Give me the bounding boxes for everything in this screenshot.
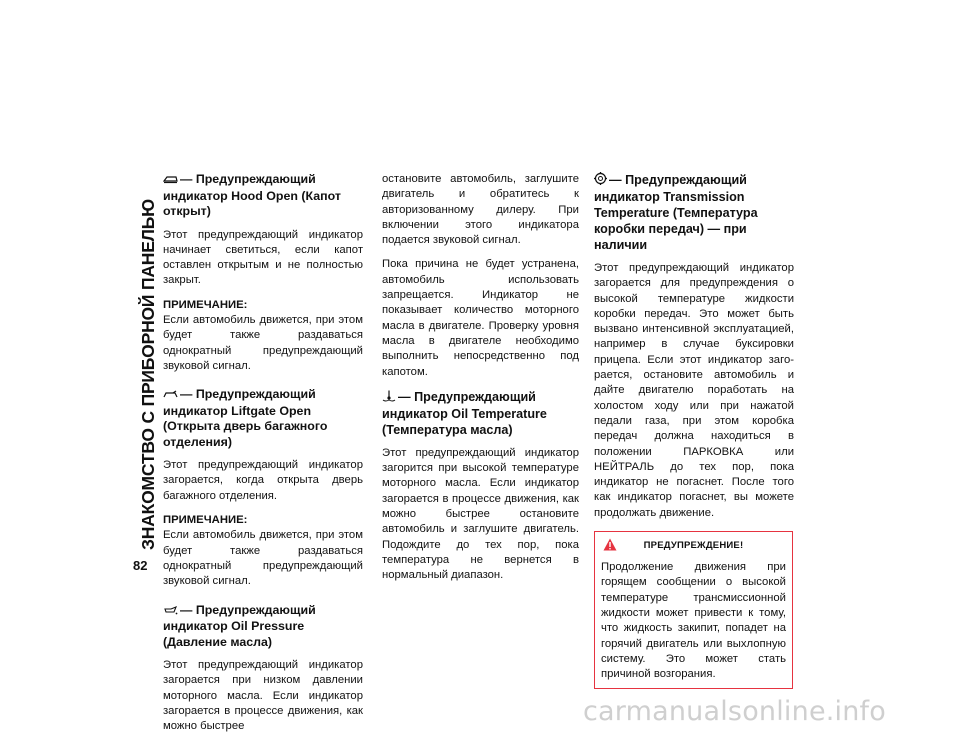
section-title-text: ЗНАКОМСТВО С ПРИБОРНОЙ ПАНЕЛЬЮ	[137, 198, 158, 550]
page-number: 82	[133, 558, 148, 573]
liftgate-note-title: ПРИМЕЧАНИЕ:	[163, 514, 248, 527]
transmission-temperature-text: Этот предупреждающий индикатор загорается для предупреждения о высокой температуре жидкости коробки передач. Это может быть вызвано интенсивной эксплуатацией, например в случае буксировки прицепа. Если этот индикатор загорается, остановите автомобиль и дайте двигателю поработать на холостом ходу или при нажатой педали газа, при этом коробка передач должна находиться в положении ПАРКОВКА или НЕЙТРАЛЬ до тех пор, пока индикатор не погаснет. После того как индикатор погаснет, вы можете продолжать движение.	[594, 262, 794, 519]
transmission-temperature-icon	[594, 172, 607, 189]
oil-level-text: Пока причина не будет устранена, автомобиль использовать запрещается. Индикатор не показывает количество моторного масла в двигателе. Проверку уровня масла в двигателе необходимо выполнить непосредственно под капотом.	[382, 258, 579, 378]
watermark: carmanualsonline.info	[583, 696, 886, 727]
hood-open-icon	[163, 173, 178, 189]
warning-box	[594, 531, 793, 689]
column-1	[163, 172, 363, 742]
warning-text: Продолжение движения при горящем сообщении о высокой температуре трансмиссионной жидкости может привести к тому, что жидкость закипит, попадет на горячий двигатель или выхлопную систему. Это может стать причиной возгорания.	[601, 561, 786, 681]
oil-temperature-text: Этот предупреждающий индикатор загорится при высокой температуре моторного масла. Если индикатор загорается в процессе движения, как можно быстрее остановите автомобиль и заглушите двигатель. Подождите до тех пор, пока температура не вернется в нормальный диапазон.	[382, 446, 579, 582]
section-title-vertical	[134, 168, 162, 580]
column-3	[594, 172, 794, 689]
oil-pressure-heading: — Предупреждающий индикатор Oil Pressure (Давление масла)	[163, 602, 316, 649]
liftgate-open-heading: — Предупреждающий индикатор Liftgate Open (Открыта дверь багажного отделения)	[163, 387, 328, 449]
oil-temperature-heading: — Предупреждающий индикатор Oil Temperature (Температура масла)	[382, 389, 547, 437]
hood-note-text: Если автомобиль движется, при этом будет также раздаваться однократный предупреждающий звуковой сигнал.	[163, 313, 363, 372]
oil-temperature-icon	[382, 390, 396, 406]
hood-open-text: Этот предупреждающий индикатор начинает светиться, если капот оставлен открытым и не полностью закрыт.	[163, 228, 363, 287]
liftgate-open-text: Этот предупреждающий индикатор загорается, когда открыта дверь багажного отделения.	[163, 459, 363, 502]
transmission-temperature-heading: — Предупреждающий индикатор Transmission Temperature (Температура коробки передач) — при наличии	[594, 173, 758, 252]
warning-header	[601, 538, 786, 554]
column-2	[382, 172, 579, 593]
oil-can-icon	[163, 604, 178, 620]
hood-note-title: ПРИМЕЧАНИЕ:	[163, 298, 248, 311]
warning-label: ПРЕДУПРЕЖДЕНИЕ!	[643, 540, 744, 552]
liftgate-open-icon	[163, 388, 178, 404]
oil-pressure-text: Этот предупреждающий индикатор загорается при низком давлении моторного масла. Если индикатор загорается в процессе движения, как можно быстрее	[163, 659, 363, 733]
oil-pressure-text-continued: остановите автомобиль, заглушите двигатель и обратитесь к авторизованному дилеру. При включении этого индикатора подается звуковой сигнал.	[382, 173, 579, 247]
hood-open-heading: — Предупреждающий индикатор Hood Open (Капот открыт)	[163, 172, 341, 218]
liftgate-note-text: Если автомобиль движется, при этом будет также раздаваться однократный предупреждающий звуковой сигнал.	[163, 529, 363, 588]
warning-triangle-icon	[603, 538, 617, 556]
